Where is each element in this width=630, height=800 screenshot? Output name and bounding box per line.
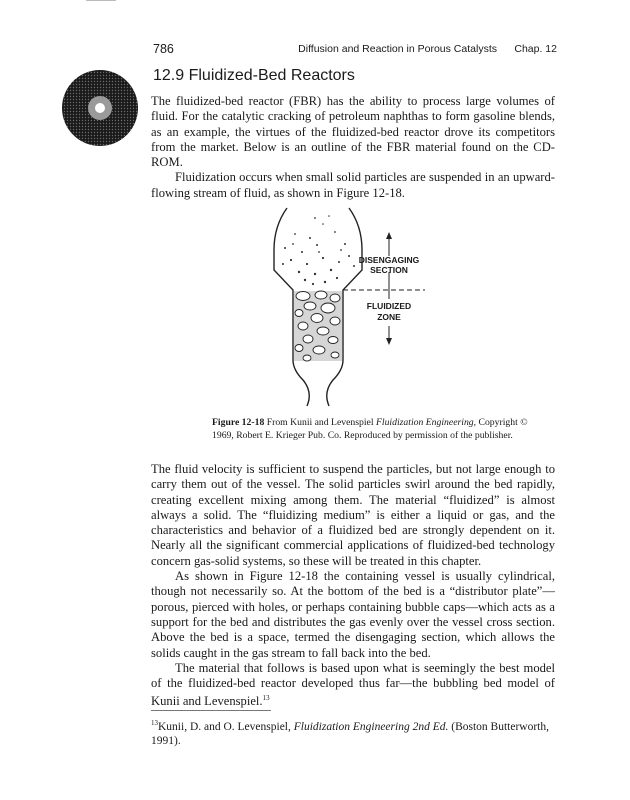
caption-text-pre: From Kunii and Levenspiel: [266, 417, 376, 428]
label-fluidized: FLUIDIZED: [366, 301, 412, 311]
page-header: [153, 42, 557, 58]
figure-caption: [212, 416, 532, 442]
dimension-markers: [343, 238, 425, 340]
intro-paragraph-2: Fluidization occurs when small solid particles are suspended in an upward-flowing stream of fluid, as shown in Figure 12-18.: [151, 170, 555, 200]
intro-paragraph-1: The fluidized-bed reactor (FBR) has the ability to process large volumes of fluid. For the catalytic cracking of petroleum naphthas to form gasoline blends, as an example, the virtues of the fluidized-bed reactor drove its competitors from the market. Below is an outline of the FBR material found on the CD-ROM.: [151, 94, 555, 170]
caption-label: Figure 12-18: [212, 417, 265, 428]
label-zone: ZONE: [377, 312, 401, 322]
label-section: SECTION: [370, 265, 408, 275]
body-paragraph-3-text: The material that follows is based upon what is seemingly the best model of the fluidized-bed reactor developed thus far—the bubbling bed model of Kunii and Levenspiel.: [151, 660, 555, 709]
body-paragraph-1: The fluid velocity is sufficient to suspend the particles, but not large enough to carry them out of the vessel. The solid particles swirl around the bed rapidly, creating excellent mixing among them. The material “fluidized” is almost always a solid. The “fluidizing medium” is either a liquid or gas, and the characteristics and behavior of a fluidized bed are strongly dependent on it. Nearly all the significant commercial applications of fluidized-bed technology concern gas-solid systems, so these will be treated in this chapter.: [151, 462, 555, 568]
page-number: 786: [153, 42, 174, 56]
footnote-rule: [151, 710, 271, 711]
cd-rom-icon: [60, 68, 140, 148]
footnote-marker: 13: [151, 719, 158, 727]
footnote: [151, 716, 555, 748]
chapter-label: Chap. 12: [514, 43, 557, 55]
footnote-authors: Kunii, D. and O. Levenspiel,: [158, 720, 294, 733]
fluidized-bed-bubbles: [294, 291, 342, 361]
body-paragraph-2: As shown in Figure 12-18 the containing vessel is usually cylindrical, though not necessarily so. At the bottom of the bed is a “distributor plate”—porous, pierced with holes, or perhaps containing bubble caps—which acts as a support for the bed and distributes the gas evenly over the vessel cross section. Above the bed is a space, termed the disengaging section, which allows the solids caught in the gas stream to fall back into the bed.: [151, 569, 555, 660]
running-title: Diffusion and Reaction in Porous Catalysts: [298, 43, 497, 55]
body-paragraph-3: [151, 661, 555, 710]
caption-text-post: Copyright © 1969, Robert E. Krieger Pub. Co. Reproduced by permission of the publisher.: [212, 417, 528, 441]
fluidized-bed-figure: [255, 200, 455, 410]
body-text: [151, 462, 555, 710]
intro-text: [151, 94, 555, 201]
top-edge-rule: [86, 0, 116, 1]
footnote-title: Fluidization Engineering 2nd Ed.: [293, 720, 449, 733]
footnote-reference: 13: [262, 694, 270, 703]
disengaging-particles: [282, 215, 355, 285]
caption-book-title: Fluidization Engineering,: [375, 417, 477, 428]
label-disengaging: DISENGAGING: [358, 255, 420, 265]
footnote-rest: (Boston Butterworth, 1991).: [151, 720, 549, 747]
section-title: 12.9 Fluidized-Bed Reactors: [153, 67, 355, 84]
